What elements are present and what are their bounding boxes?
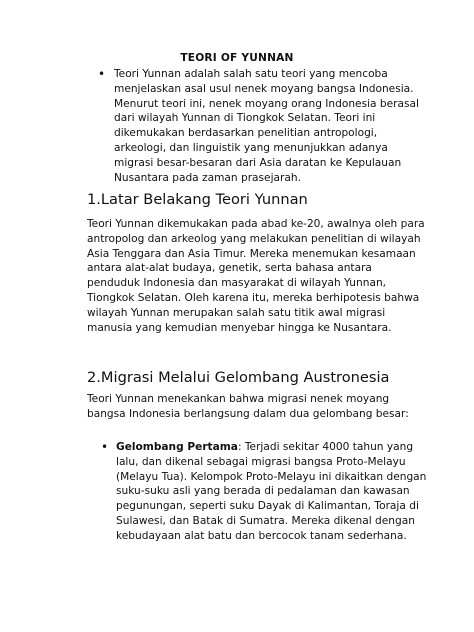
bullet-icon: • [98, 67, 106, 81]
section-2-heading: 2.Migrasi Melalui Gelombang Austronesia [87, 369, 390, 386]
bullet-icon: • [101, 440, 109, 454]
section-1-paragraph: Teori Yunnan dikemukakan pada abad ke-20, awalnya oleh para antropolog dan arkeolog yang melakukan penelitian di wilayah Asia Tenggara dan Asia Timur. Mereka menemukan kesamaan antara alat-alat budaya, genetik, serta bahasa antara penduduk Indonesia dan masyarakat di wilayah Yunnan, Tiongkok Selatan. Oleh karena itu, mereka berhipotesis bahwa wilayah Yunnan merupakan salah satu titik awal migrasi manusia yang kemudian menyebar hingga ke Nusantara. [87, 218, 425, 334]
wave-list-item [101, 440, 428, 544]
document-title: TEORI OF YUNNAN [180, 52, 294, 64]
section-1-heading: 1.Latar Belakang Teori Yunnan [87, 191, 308, 208]
section-2-paragraph: Teori Yunnan menekankan bahwa migrasi nenek moyang bangsa Indonesia berlangsung dalam dua gelombang besar: [87, 393, 409, 420]
intro-list-item [98, 67, 424, 185]
wave-description: : Terjadi sekitar 4000 tahun yang lalu, dan dikenal sebagai migrasi bangsa Proto-Melayu (Melayu Tua). Kelompok Proto-Melayu ini dikaitkan dengan suku-suku asli yang berada di pedalaman dan kawasan pegunungan, seperti suku Dayak di Kalimantan, Toraja di Sulawesi, dan Batak di Sumatra. Mereka dikenal dengan kebudayaan alat batu dan bercocok tanam sederhana. [116, 441, 427, 542]
intro-text: Teori Yunnan adalah salah satu teori yang mencoba menjelaskan asal usul nenek moyang bangsa Indonesia. Menurut teori ini, nenek moyang orang Indonesia berasal dari wilayah Yunnan di Tiongkok Selatan. Teori ini dikemukakan berdasarkan penelitian antropologi, arkeologi, dan linguistik yang menunjukkan adanya migrasi besar-besaran dari Asia daratan ke Kepulauan Nusantara pada zaman prasejarah. [114, 68, 419, 184]
wave-term: Gelombang Pertama [116, 441, 238, 453]
